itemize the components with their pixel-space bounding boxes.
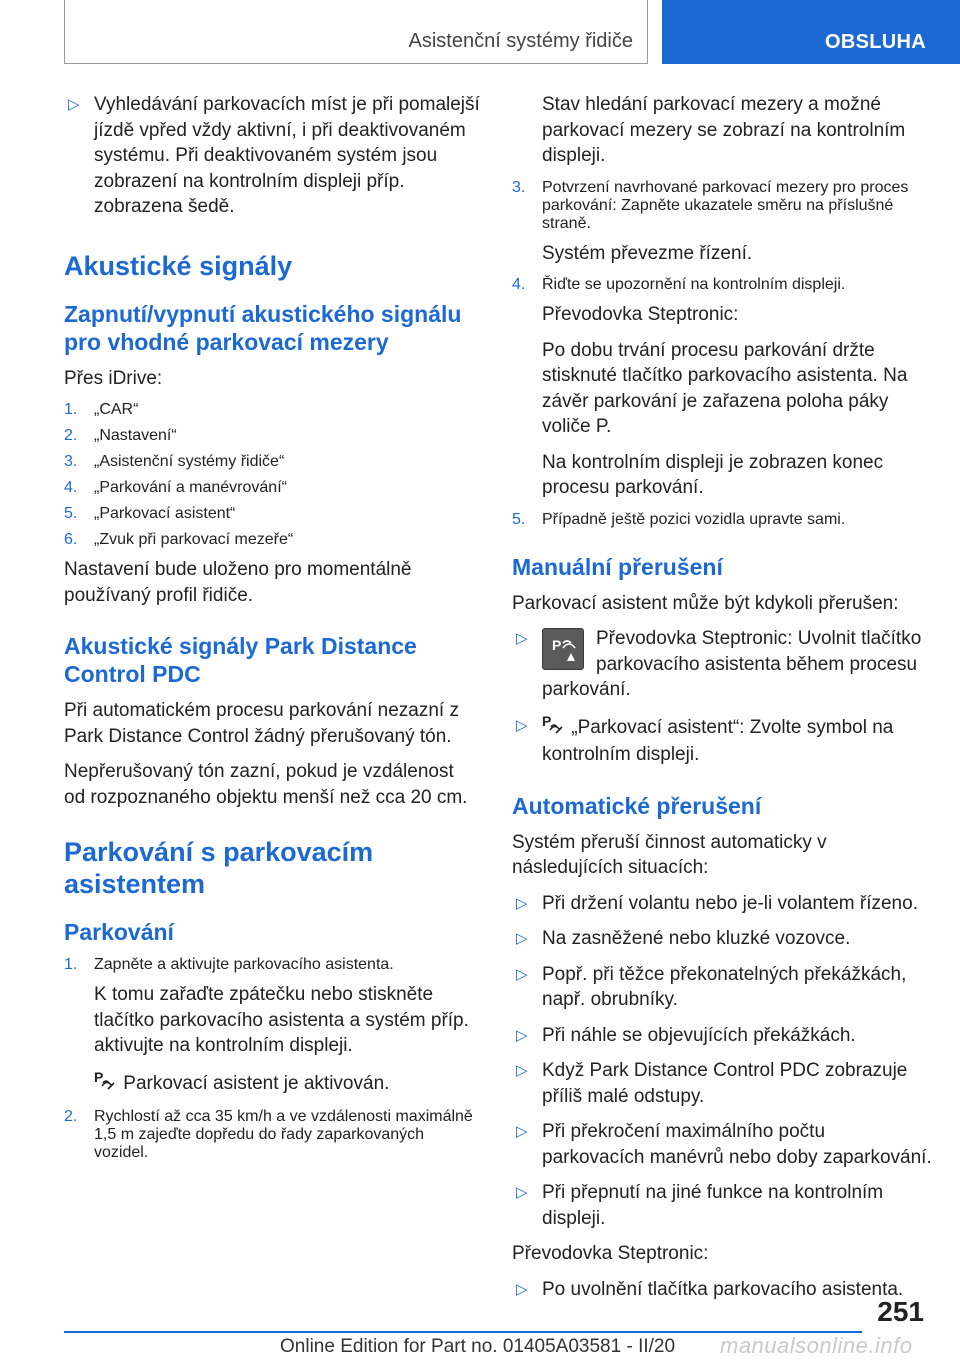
manual-bullet-2	[512, 713, 932, 768]
intro-bullet	[64, 92, 480, 220]
step-text: „Zvuk při parkovací mezeře“	[94, 531, 294, 548]
svg-text:P: P	[542, 712, 552, 729]
auto-bullet	[512, 962, 932, 1013]
step-number: 4.	[64, 479, 78, 496]
step-number: 1.	[64, 956, 78, 973]
step-4-detail-2: Po dobu trvání procesu parkování držte stisknuté tlačítko parkovacího asistenta. Na závěr parkování je zařazena poloha páky voliče P.	[542, 339, 908, 437]
step-number: 5.	[64, 505, 78, 522]
parking-step-4	[512, 276, 932, 294]
step-text: „Parkování a manévrování“	[94, 479, 287, 496]
auto-bullet	[512, 926, 932, 952]
step-4-detail-3: Na kontrolním displeji je zobrazen konec procesu parkování.	[542, 451, 884, 498]
heading-manualni-preruseni: Manuální přerušení	[512, 553, 723, 580]
idrive-step	[64, 401, 480, 419]
auto-bullet-text: Když Park Distance Control PDC zobrazuje příliš malé odstupy.	[542, 1060, 908, 1107]
idrive-step	[64, 531, 480, 549]
step-text: Rychlostí až cca 35 km/h a ve vzdálenosti maximálně 1,5 m zajeďte dopředu do řady zaparkovaných vozidel.	[94, 1108, 473, 1161]
heading-akusticke-signaly: Akustické signály	[64, 250, 293, 281]
auto-paragraph: Systém přeruší činnost automaticky v následujících situacích:	[512, 831, 827, 878]
parking-assistant-icon	[94, 1069, 118, 1099]
auto-bullet	[512, 1119, 932, 1170]
auto-bullet-text: Popř. při těžce překonatelných překážkách, např. obrubníky.	[542, 963, 907, 1010]
triangle-bullet-icon: ▷	[516, 1062, 528, 1079]
idrive-step	[64, 505, 480, 523]
svg-text:P: P	[94, 1068, 104, 1085]
idrive-step	[64, 453, 480, 471]
page-number: 251	[877, 1296, 924, 1327]
triangle-bullet-icon: ▷	[516, 716, 528, 734]
parking-step-1-detail: K tomu zařaďte zpátečku nebo stiskněte tlačítko parkovacího asistenta a systém příp. aktivujte na kontrolním displeji.	[94, 984, 469, 1056]
step-text: „CAR“	[94, 401, 139, 418]
triangle-bullet-icon: ▷	[516, 1184, 528, 1201]
triangle-bullet-icon: ▷	[516, 894, 528, 912]
triangle-bullet-icon: ▷	[516, 1123, 528, 1140]
auto-bullet-text: Při držení volantu nebo je-li volantem řízeno.	[542, 892, 918, 914]
step-4-detail-1: Převodovka Steptronic:	[542, 304, 739, 325]
manual-bullet-2-text: „Parkovací asistent“: Zvolte symbol na kontrolním displeji.	[542, 716, 894, 765]
continued-paragraph: Stav hledání parkovací mezery a možné parkovací mezery se zobrazí na kontrolním displeji.	[542, 94, 906, 166]
parking-assistant-icon	[542, 713, 566, 743]
manual-paragraph: Parkovací asistent může být kdykoli přerušen:	[512, 592, 899, 614]
manual-bullet-1	[512, 626, 932, 703]
page-header	[0, 0, 960, 66]
steptronic-label: Převodovka Steptronic:	[512, 1243, 709, 1264]
parking-step-5	[512, 511, 932, 529]
final-bullet	[512, 1277, 932, 1303]
step-text: „Parkovací asistent“	[94, 505, 236, 522]
svg-text:P: P	[552, 637, 562, 653]
intro-bullet-text: Vyhledávání parkovacích míst je při pomalejší jízdě vpřed vždy aktivní, i při deaktivovaném systému. Při deaktivovaném systém jsou zobrazení na kontrolním displeji příp. zobrazena šedě.	[94, 94, 480, 217]
nastaveni-text: Nastavení bude uloženo pro momentálně používaný profil řidiče.	[64, 559, 412, 606]
triangle-bullet-icon: ▷	[516, 1280, 528, 1298]
step-number: 2.	[64, 1108, 78, 1125]
step-3-detail: Systém převezme řízení.	[542, 242, 753, 264]
step-text: Potvrzení navrhované parkovací mezery pro proces parkování: Zapněte ukazatele směru na příslušné straně.	[542, 178, 909, 232]
parking-active-line	[64, 1069, 480, 1099]
auto-bullet	[512, 891, 932, 917]
auto-bullet-text: Při přepnutí na jiné funkce na kontrolním displeji.	[542, 1182, 884, 1229]
heading-parkovani-s-asistentem: Parkování s parkovacím asistentem	[64, 837, 374, 899]
idrive-steps-list	[64, 401, 480, 549]
step-number: 6.	[64, 531, 78, 548]
step-text: „Asistenční systémy řidiče“	[94, 453, 285, 470]
step-text: Řiďte se upozornění na kontrolním displeji.	[542, 276, 846, 293]
auto-bullet-text: Při náhle se objevujících překážkách.	[542, 1024, 856, 1046]
step-text: Zapněte a aktivujte parkovacího asistenta.	[94, 956, 394, 973]
step-text: Případně ještě pozici vozidla upravte sami.	[542, 510, 846, 528]
auto-interruption-list	[512, 891, 932, 1232]
step-number: 1.	[64, 401, 78, 418]
manual-bullet-1-text: Převodovka Steptronic: Uvolnit tlačítko parkovacího asistenta během procesu parkování.	[542, 628, 922, 700]
step-number: 5.	[512, 510, 526, 528]
triangle-bullet-icon: ▷	[68, 96, 80, 113]
idrive-step	[64, 427, 480, 445]
parking-step-3	[512, 179, 932, 233]
section-tab	[662, 0, 960, 64]
pdc-paragraph-1: Při automatickém procesu parkování nezazní z Park Distance Control žádný přerušovaný tón.	[64, 700, 459, 747]
heading-parkovani: Parkování	[64, 919, 174, 945]
step-number: 4.	[512, 276, 526, 293]
chapter-title: Asistenční systémy řidiče	[408, 30, 633, 52]
triangle-bullet-icon: ▷	[516, 965, 528, 983]
parking-step-1	[64, 956, 480, 974]
idrive-step	[64, 479, 480, 497]
pres-idrive-text: Přes iDrive:	[64, 367, 163, 389]
right-column	[512, 92, 932, 1312]
heading-zapnuti-vypnuti: Zapnutí/vypnutí akustického signálu pro vhodné parkovací mezery	[64, 300, 462, 355]
section-tab-label: OBSLUHA	[825, 31, 926, 53]
pdc-paragraph-2: Nepřerušovaný tón zazní, pokud je vzdálenost od rozpoznaného objektu menší než cca 20 cm.	[64, 761, 468, 808]
triangle-bullet-icon: ▷	[516, 930, 528, 947]
step-text: „Nastavení“	[94, 427, 177, 444]
header-frame	[64, 0, 648, 64]
triangle-bullet-icon: ▷	[516, 1026, 528, 1044]
step-number: 3.	[512, 178, 526, 196]
left-column	[64, 92, 480, 1170]
auto-bullet	[512, 1180, 932, 1231]
auto-bullet-text: Na zasněžené nebo kluzké vozovce.	[542, 928, 851, 949]
footer-edition: Online Edition for Part no. 01405A03581 - II/20	[280, 1336, 676, 1357]
watermark: manualsonline.info	[720, 1333, 913, 1358]
auto-bullet-text: Při překročení maximálního počtu parkovacích manévrů nebo doby zaparkování.	[542, 1121, 932, 1168]
heading-pdc: Akustické signály Park Distance Control PDC	[64, 633, 417, 687]
step-number: 2.	[64, 427, 78, 444]
parking-assistant-button-icon	[542, 628, 584, 670]
auto-bullet	[512, 1023, 932, 1049]
step-number: 3.	[64, 453, 78, 470]
parking-active-text: Parkovací asistent je aktivován.	[123, 1072, 390, 1094]
heading-automaticke-preruseni: Automatické přerušení	[512, 792, 762, 819]
final-bullet-text: Po uvolnění tlačítka parkovacího asistenta.	[542, 1278, 904, 1300]
triangle-bullet-icon: ▷	[516, 630, 528, 647]
parking-step-2	[64, 1108, 480, 1162]
auto-bullet	[512, 1058, 932, 1109]
